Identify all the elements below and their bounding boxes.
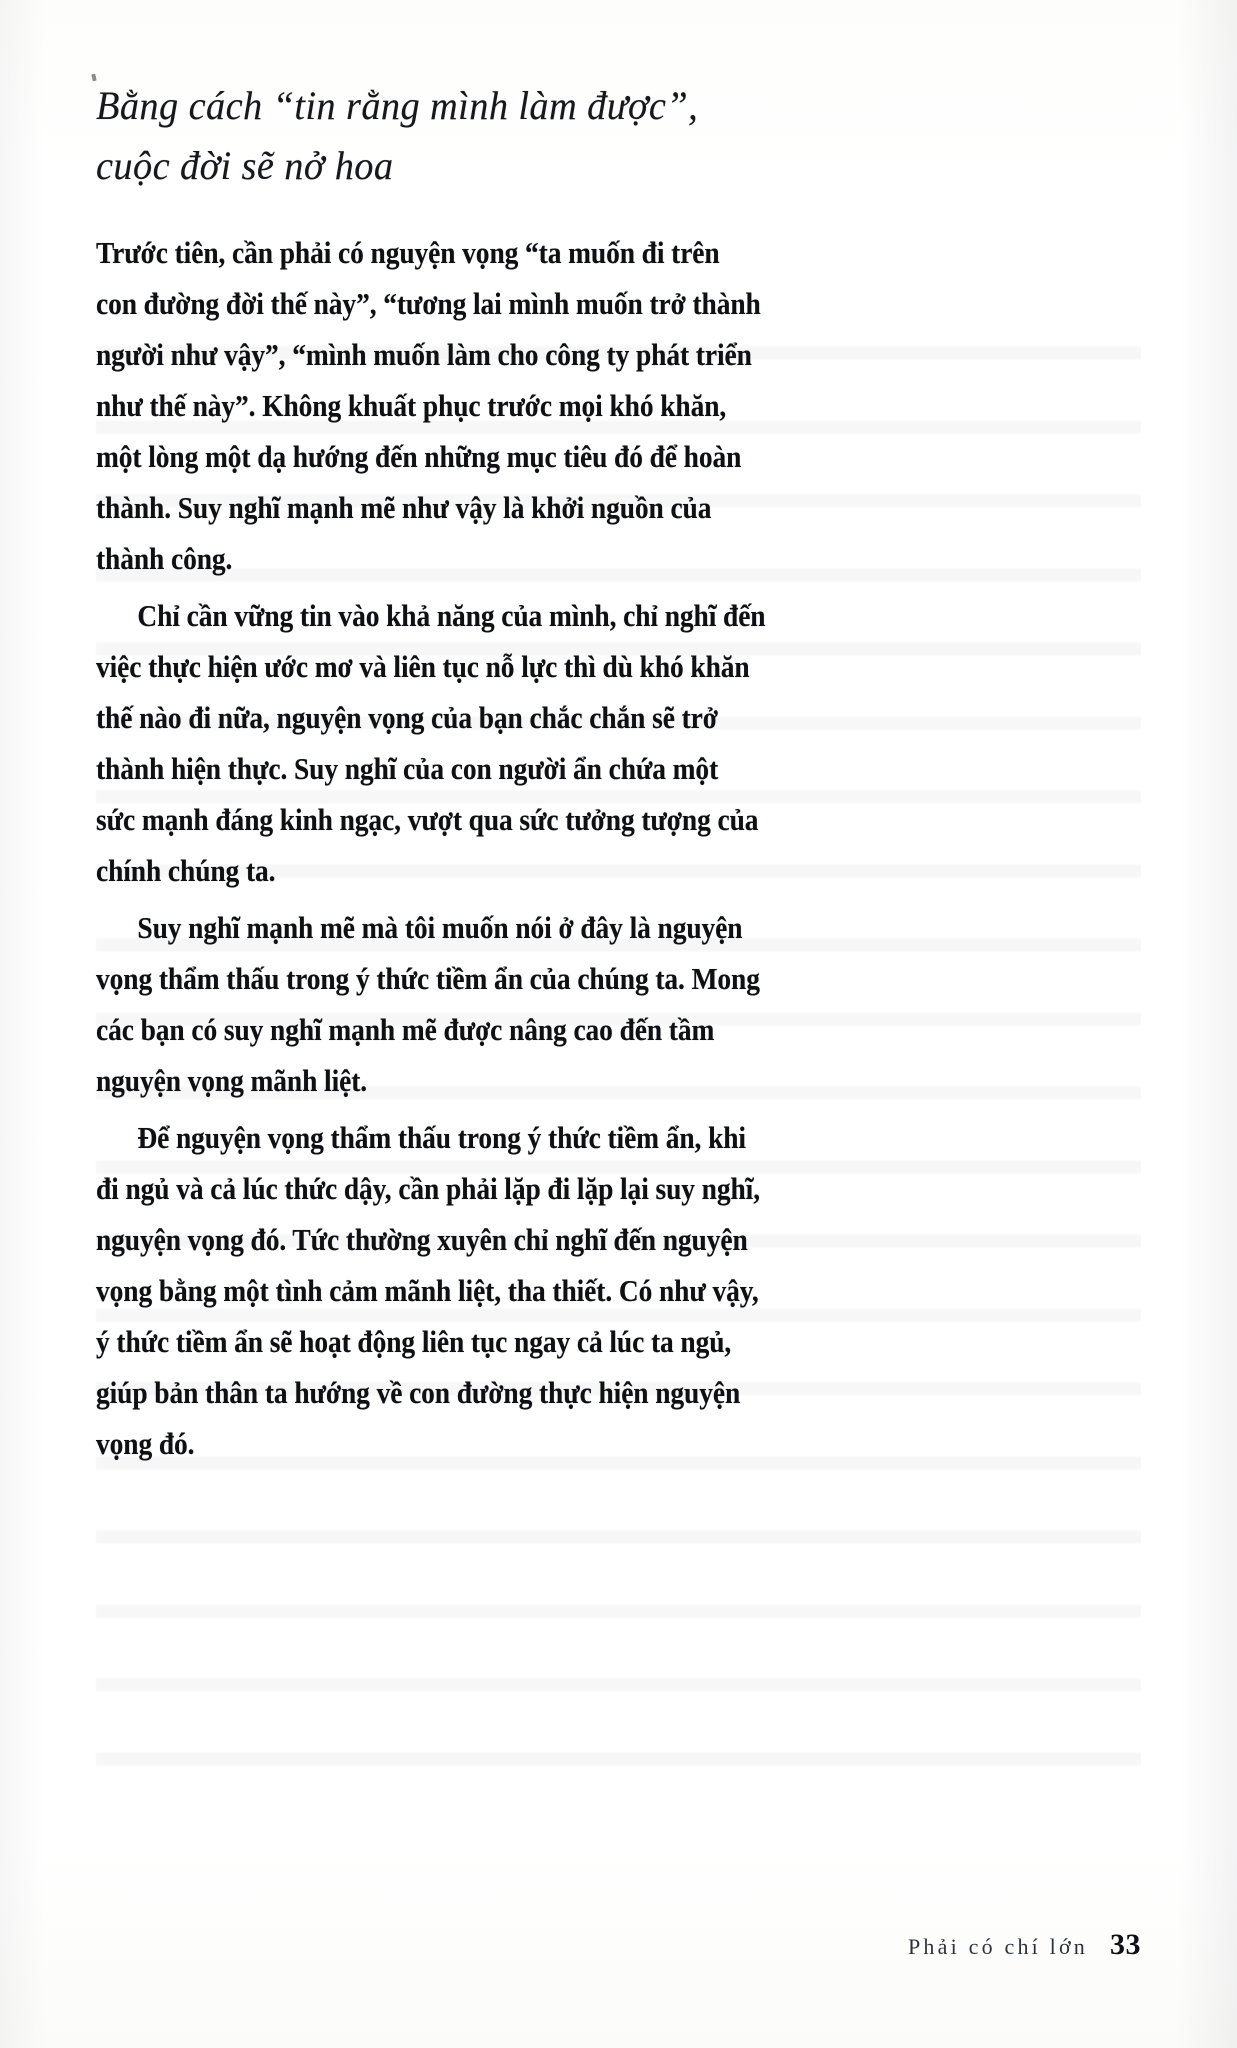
text-line: đi ngủ và cả lúc thức dậy, cần phải lặp đi lặp lại suy nghĩ, [96,1172,760,1206]
page-left-edge-shadow [0,0,46,2048]
page-footer [96,1928,1141,1962]
text-line: như thế này”. Không khuất phục trước mọi khó khăn, [96,389,727,423]
page-content [96,78,836,1476]
text-line: con đường đời thế này”, “tương lai mình muốn trở thành [96,287,761,321]
text-line: thành công. [96,542,233,576]
page-right-edge-shadow [1177,0,1237,2048]
text-line: vọng bằng một tình cảm mãnh liệt, tha thiết. Có như vậy, [96,1274,759,1308]
paragraph-3 [96,903,836,1107]
paragraph-2 [96,591,836,897]
text-line: thành. Suy nghĩ mạnh mẽ như vậy là khởi nguồn của [96,491,712,525]
section-heading [96,78,806,194]
section-heading-line-1: Bằng cách “tin rằng mình làm được”, [96,83,699,128]
text-line: Suy nghĩ mạnh mẽ mà tôi muốn nói ở đây là nguyện [137,911,743,945]
text-line: vọng đó. [96,1427,195,1461]
text-line: nguyện vọng đó. Tức thường xuyên chỉ nghĩ đến nguyện [96,1223,748,1257]
text-line: ý thức tiềm ẩn sẽ hoạt động liên tục ngay cả lúc ta ngủ, [96,1325,732,1359]
text-line: sức mạnh đáng kinh ngạc, vượt qua sức tưởng tượng của [96,803,759,837]
paragraph-4 [96,1113,836,1470]
text-line: thành hiện thực. Suy nghĩ của con người ẩn chứa một [96,752,719,786]
text-line: vọng thẩm thấu trong ý thức tiềm ẩn của chúng ta. Mong [96,962,760,996]
text-line: nguyện vọng mãnh liệt. [96,1064,368,1098]
text-line: thế nào đi nữa, nguyện vọng của bạn chắc chắn sẽ trở [96,701,718,735]
text-line: chính chúng ta. [96,854,276,888]
text-line: việc thực hiện ước mơ và liên tục nỗ lực thì dù khó khăn [96,650,750,684]
text-line: các bạn có suy nghĩ mạnh mẽ được nâng cao đến tầm [96,1013,715,1047]
text-line: Chỉ cần vững tin vào khả năng của mình, chỉ nghĩ đến [137,599,766,633]
section-heading-line-2: cuộc đời sẽ nở hoa [96,143,394,188]
text-line: người như vậy”, “mình muốn làm cho công ty phát triển [96,338,752,372]
text-line: một lòng một dạ hướng đến những mục tiêu đó để hoàn [96,440,742,474]
text-line: Trước tiên, cần phải có nguyện vọng “ta muốn đi trên [96,236,720,270]
body-text [96,228,836,1470]
text-line: giúp bản thân ta hướng về con đường thực hiện nguyện [96,1376,741,1410]
paragraph-1 [96,228,836,585]
running-title: Phải có chí lớn [908,1934,1088,1959]
text-line: Để nguyện vọng thẩm thấu trong ý thức tiềm ẩn, khi [137,1121,746,1155]
page-number: 33 [1110,1928,1141,1961]
